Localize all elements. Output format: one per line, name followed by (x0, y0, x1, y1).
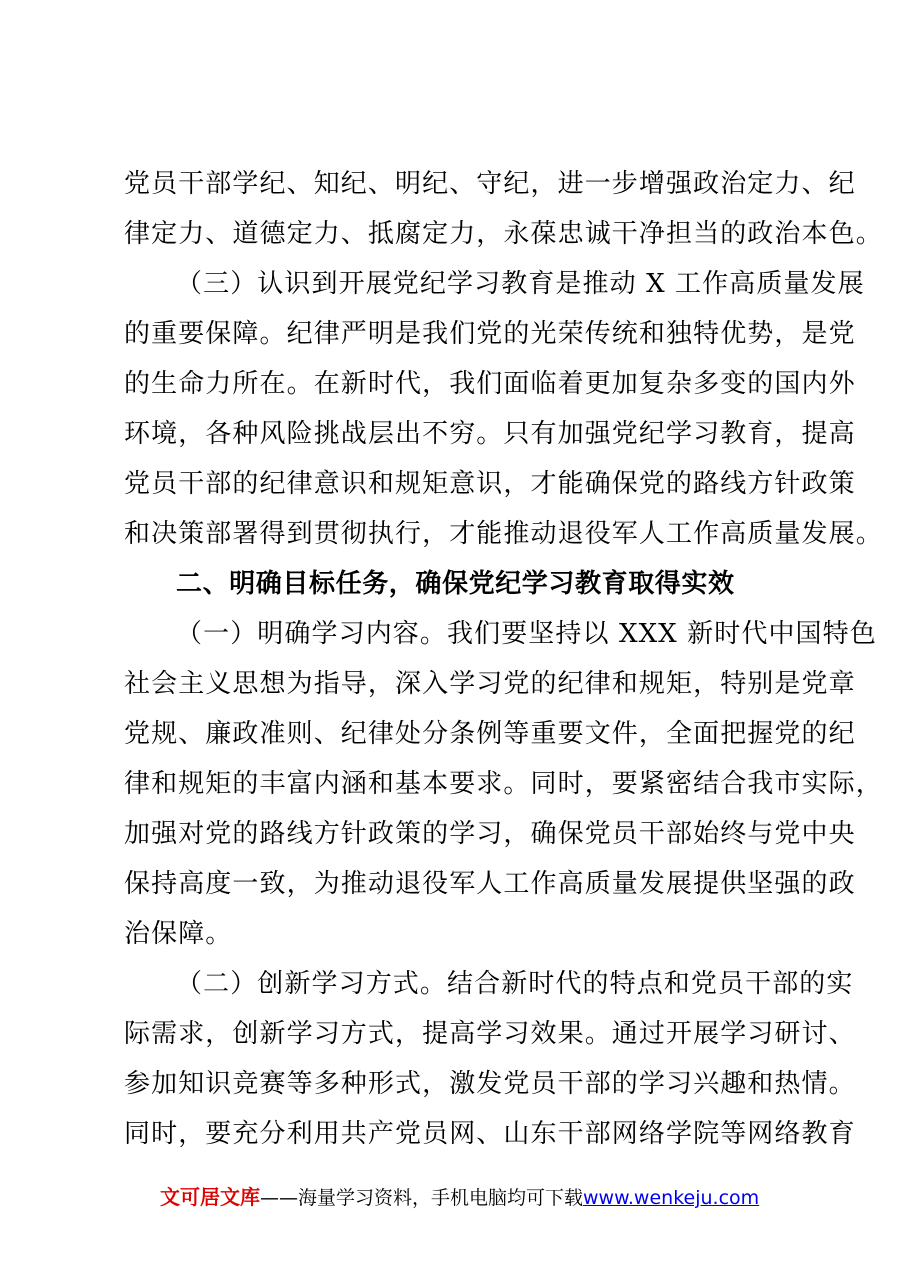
body-line: 党规、廉政准则、纪律处分条例等重要文件，全面把握党的纪 (124, 719, 856, 749)
body-line: 同时，要充分利用共产党员网、山东干部网络学院等网络教育 (124, 1119, 856, 1149)
page-footer (160, 1181, 759, 1210)
subsection-2-paragraph-start: （二）创新学习方式。结合新时代的特点和党员干部的实 (176, 969, 854, 999)
body-line: 保持高度一致，为推动退役军人工作高质量发展提供坚强的政 (124, 869, 856, 899)
body-line: 律定力、道德定力、抵腐定力，永葆忠诚干净担当的政治本色。 (124, 219, 883, 249)
body-line: 治保障。 (124, 919, 233, 949)
body-line: 党员干部学纪、知纪、明纪、守纪，进一步增强政治定力、纪 (124, 169, 856, 199)
subsection-1-paragraph-start: （一）明确学习内容。我们要坚持以 XXX 新时代中国特色 (176, 619, 877, 649)
body-line: 律和规矩的丰富内涵和基本要求。同时，要紧密结合我市实际， (124, 769, 883, 799)
body-line: 际需求，创新学习方式，提高学习效果。通过开展学习研讨、 (124, 1019, 856, 1049)
body-line: 社会主义思想为指导，深入学习党的纪律和规矩，特别是党章 (124, 669, 856, 699)
body-line: 党员干部的纪律意识和规矩意识，才能确保党的路线方针政策 (124, 469, 856, 499)
body-line: 的生命力所在。在新时代，我们面临着更加复杂多变的国内外 (124, 369, 856, 399)
body-line: 环境，各种风险挑战层出不穷。只有加强党纪学习教育，提高 (124, 419, 856, 449)
body-line: 参加知识竞赛等多种形式，激发党员干部的学习兴趣和热情。 (124, 1069, 856, 1099)
body-line: 和决策部署得到贯彻执行，才能推动退役军人工作高质量发展。 (124, 519, 883, 549)
body-line: 的重要保障。纪律严明是我们党的光荣传统和独特优势，是党 (124, 319, 856, 349)
body-line: 加强对党的路线方针政策的学习，确保党员干部始终与党中央 (124, 819, 856, 849)
footer-slogan: ——海量学习资料，手机电脑均可下载 (260, 1187, 584, 1209)
section-heading: 二、明确目标任务，确保党纪学习教育取得实效 (176, 569, 735, 599)
footer-website-link[interactable]: www.wenkeju.com (583, 1187, 760, 1209)
section-3-paragraph-start: （三）认识到开展党纪学习教育是推动 X 工作高质量发展 (176, 269, 865, 299)
footer-brand: 文可居文库 (160, 1185, 260, 1209)
